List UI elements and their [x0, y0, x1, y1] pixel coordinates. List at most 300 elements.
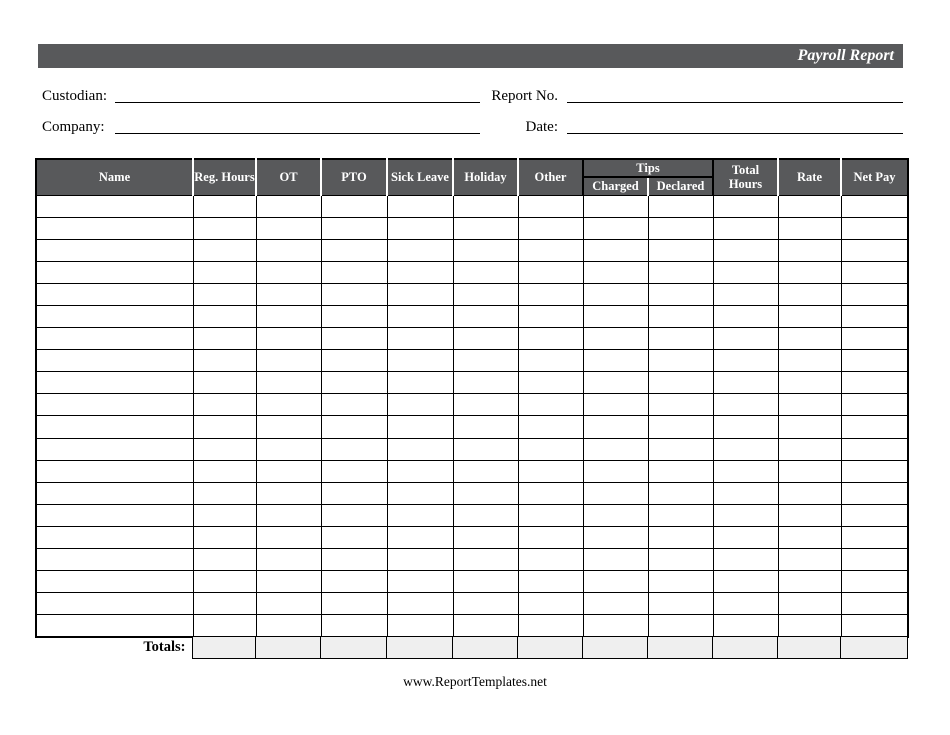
table-row: [36, 549, 908, 571]
table-cell[interactable]: [583, 504, 648, 526]
table-cell[interactable]: [648, 305, 713, 327]
table-row: [36, 482, 908, 504]
table-cell[interactable]: [583, 350, 648, 372]
table-cell[interactable]: [841, 460, 908, 482]
table-cell[interactable]: [583, 195, 648, 217]
table-cell[interactable]: [583, 416, 648, 438]
table-row: [36, 438, 908, 460]
table-cell[interactable]: [36, 283, 193, 305]
table-cell[interactable]: [841, 526, 908, 548]
table-cell[interactable]: [256, 460, 321, 482]
table-row: [36, 217, 908, 239]
table-cell[interactable]: [713, 571, 778, 593]
table-cell[interactable]: [321, 416, 387, 438]
table-cell[interactable]: [387, 615, 453, 637]
table-cell[interactable]: [36, 261, 193, 283]
table-cell[interactable]: [193, 416, 256, 438]
table-cell[interactable]: [36, 239, 193, 261]
table-cell[interactable]: [518, 526, 583, 548]
table-cell[interactable]: [256, 239, 321, 261]
table-cell[interactable]: [648, 350, 713, 372]
col-header-total-hours: Total Hours: [713, 159, 778, 195]
table-cell[interactable]: [453, 593, 518, 615]
table-cell[interactable]: [778, 394, 841, 416]
table-cell[interactable]: [193, 504, 256, 526]
table-cell[interactable]: [453, 195, 518, 217]
table-cell[interactable]: [841, 283, 908, 305]
table-cell[interactable]: [648, 571, 713, 593]
table-cell[interactable]: [648, 195, 713, 217]
table-cell[interactable]: [778, 283, 841, 305]
table-cell[interactable]: [453, 328, 518, 350]
table-cell[interactable]: [193, 571, 256, 593]
table-cell[interactable]: [36, 416, 193, 438]
table-cell[interactable]: [387, 504, 453, 526]
table-cell[interactable]: [583, 283, 648, 305]
table-cell[interactable]: [583, 261, 648, 283]
col-header-net-pay: Net Pay: [841, 159, 908, 195]
table-cell[interactable]: [321, 549, 387, 571]
table-cell[interactable]: [453, 460, 518, 482]
company-field[interactable]: [115, 118, 480, 134]
payroll-table-area: [35, 158, 907, 659]
table-cell[interactable]: [648, 615, 713, 637]
table-cell[interactable]: [518, 571, 583, 593]
table-cell[interactable]: [518, 482, 583, 504]
table-cell[interactable]: [518, 305, 583, 327]
table-cell[interactable]: [713, 549, 778, 571]
table-cell[interactable]: [256, 394, 321, 416]
table-cell[interactable]: [321, 615, 387, 637]
table-cell[interactable]: [713, 283, 778, 305]
table-cell[interactable]: [36, 615, 193, 637]
table-cell[interactable]: [193, 438, 256, 460]
table-cell[interactable]: [36, 504, 193, 526]
table-cell[interactable]: [36, 372, 193, 394]
col-header-holiday: Holiday: [453, 159, 518, 195]
table-cell[interactable]: [193, 593, 256, 615]
table-cell[interactable]: [841, 261, 908, 283]
company-label: Company:: [42, 119, 105, 135]
totals-cell[interactable]: [840, 636, 907, 658]
payroll-table: [35, 158, 909, 638]
table-cell[interactable]: [583, 526, 648, 548]
table-cell[interactable]: [453, 372, 518, 394]
col-header-tips-charged: Charged: [583, 177, 648, 195]
table-cell[interactable]: [583, 305, 648, 327]
table-cell[interactable]: [713, 217, 778, 239]
table-cell[interactable]: [387, 460, 453, 482]
totals-cell[interactable]: [647, 636, 712, 658]
date-field[interactable]: [567, 118, 903, 134]
table-cell[interactable]: [387, 217, 453, 239]
custodian-field[interactable]: [115, 87, 480, 103]
table-cell[interactable]: [713, 394, 778, 416]
table-cell[interactable]: [387, 195, 453, 217]
table-cell[interactable]: [321, 328, 387, 350]
table-cell[interactable]: [648, 261, 713, 283]
table-cell[interactable]: [256, 571, 321, 593]
table-cell[interactable]: [841, 438, 908, 460]
table-cell[interactable]: [583, 438, 648, 460]
table-row: [36, 593, 908, 615]
table-cell[interactable]: [778, 350, 841, 372]
table-cell[interactable]: [778, 526, 841, 548]
table-cell[interactable]: [713, 504, 778, 526]
totals-cell[interactable]: [192, 636, 255, 658]
table-cell[interactable]: [778, 195, 841, 217]
table-cell[interactable]: [453, 283, 518, 305]
table-cell[interactable]: [387, 328, 453, 350]
table-cell[interactable]: [518, 394, 583, 416]
table-cell[interactable]: [321, 372, 387, 394]
totals-cell[interactable]: [712, 636, 777, 658]
table-cell[interactable]: [256, 526, 321, 548]
table-cell[interactable]: [648, 504, 713, 526]
table-cell[interactable]: [518, 283, 583, 305]
table-cell[interactable]: [841, 615, 908, 637]
table-cell[interactable]: [193, 482, 256, 504]
col-header-name: Name: [36, 159, 193, 195]
table-cell[interactable]: [453, 305, 518, 327]
table-cell[interactable]: [841, 593, 908, 615]
table-cell[interactable]: [453, 394, 518, 416]
table-cell[interactable]: [648, 526, 713, 548]
table-cell[interactable]: [518, 504, 583, 526]
table-cell[interactable]: [256, 261, 321, 283]
table-cell[interactable]: [256, 593, 321, 615]
table-cell[interactable]: [453, 549, 518, 571]
table-cell[interactable]: [453, 526, 518, 548]
table-row: [36, 239, 908, 261]
table-cell[interactable]: [518, 328, 583, 350]
table-cell[interactable]: [518, 549, 583, 571]
table-cell[interactable]: [453, 615, 518, 637]
table-cell[interactable]: [321, 460, 387, 482]
table-cell[interactable]: [713, 372, 778, 394]
totals-cell[interactable]: [255, 636, 320, 658]
table-cell[interactable]: [321, 482, 387, 504]
table-cell[interactable]: [648, 372, 713, 394]
table-cell[interactable]: [841, 195, 908, 217]
table-cell[interactable]: [321, 438, 387, 460]
table-cell[interactable]: [778, 217, 841, 239]
table-cell[interactable]: [321, 261, 387, 283]
table-cell[interactable]: [321, 217, 387, 239]
title-banner: [38, 44, 903, 68]
table-cell[interactable]: [713, 239, 778, 261]
col-header-reg-hours: Reg. Hours: [193, 159, 256, 195]
table-cell[interactable]: [387, 593, 453, 615]
table-row: [36, 571, 908, 593]
table-cell[interactable]: [583, 217, 648, 239]
table-cell[interactable]: [713, 438, 778, 460]
table-cell[interactable]: [518, 350, 583, 372]
table-row: [36, 328, 908, 350]
table-row: [36, 261, 908, 283]
table-cell[interactable]: [713, 593, 778, 615]
table-cell[interactable]: [387, 239, 453, 261]
totals-cell[interactable]: [517, 636, 582, 658]
table-cell[interactable]: [583, 239, 648, 261]
table-cell[interactable]: [583, 394, 648, 416]
table-cell[interactable]: [321, 526, 387, 548]
table-row: [36, 195, 908, 217]
table-cell[interactable]: [256, 305, 321, 327]
table-cell[interactable]: [713, 328, 778, 350]
table-cell[interactable]: [583, 460, 648, 482]
table-cell[interactable]: [778, 460, 841, 482]
table-cell[interactable]: [778, 239, 841, 261]
table-cell[interactable]: [321, 593, 387, 615]
table-row: [36, 416, 908, 438]
table-cell[interactable]: [648, 394, 713, 416]
totals-label: Totals:: [143, 638, 186, 655]
table-cell[interactable]: [36, 571, 193, 593]
table-cell[interactable]: [193, 283, 256, 305]
report-no-field[interactable]: [567, 87, 903, 103]
table-cell[interactable]: [387, 372, 453, 394]
table-cell[interactable]: [193, 239, 256, 261]
table-cell[interactable]: [713, 195, 778, 217]
table-cell[interactable]: [713, 350, 778, 372]
table-row: [36, 283, 908, 305]
table-cell[interactable]: [387, 482, 453, 504]
table-cell[interactable]: [518, 372, 583, 394]
table-cell[interactable]: [713, 526, 778, 548]
table-cell[interactable]: [36, 438, 193, 460]
table-cell[interactable]: [778, 593, 841, 615]
table-cell[interactable]: [518, 593, 583, 615]
table-cell[interactable]: [841, 372, 908, 394]
col-header-tips-group: Tips: [583, 159, 713, 177]
col-header-other: Other: [518, 159, 583, 195]
report-no-label: Report No.: [491, 88, 558, 104]
col-header-pto: PTO: [321, 159, 387, 195]
table-row: [36, 394, 908, 416]
table-cell[interactable]: [193, 394, 256, 416]
footer-url: www.ReportTemplates.net: [403, 674, 547, 689]
table-cell[interactable]: [321, 283, 387, 305]
table-row: [36, 504, 908, 526]
table-cell[interactable]: [193, 549, 256, 571]
table-cell[interactable]: [453, 438, 518, 460]
table-cell[interactable]: [193, 460, 256, 482]
table-cell[interactable]: [648, 416, 713, 438]
table-cell[interactable]: [36, 305, 193, 327]
table-cell[interactable]: [841, 504, 908, 526]
table-cell[interactable]: [841, 416, 908, 438]
table-cell[interactable]: [193, 350, 256, 372]
table-cell[interactable]: [387, 283, 453, 305]
table-cell[interactable]: [778, 438, 841, 460]
table-cell[interactable]: [36, 350, 193, 372]
table-cell[interactable]: [256, 372, 321, 394]
totals-cell[interactable]: [386, 636, 452, 658]
table-cell[interactable]: [841, 571, 908, 593]
table-cell[interactable]: [713, 615, 778, 637]
table-cell[interactable]: [36, 526, 193, 548]
table-cell[interactable]: [387, 526, 453, 548]
custodian-label: Custodian:: [42, 88, 108, 104]
totals-row: [35, 636, 907, 658]
table-cell[interactable]: [713, 460, 778, 482]
col-header-ot: OT: [256, 159, 321, 195]
table-cell[interactable]: [713, 261, 778, 283]
table-cell[interactable]: [387, 549, 453, 571]
table-cell[interactable]: [453, 217, 518, 239]
table-body: [36, 195, 908, 637]
table-cell[interactable]: [193, 195, 256, 217]
table-cell[interactable]: [518, 438, 583, 460]
table-cell[interactable]: [841, 239, 908, 261]
col-header-rate: Rate: [778, 159, 841, 195]
table-cell[interactable]: [321, 571, 387, 593]
table-cell[interactable]: [321, 504, 387, 526]
table-cell[interactable]: [583, 328, 648, 350]
table-header: [36, 159, 908, 195]
table-cell[interactable]: [648, 438, 713, 460]
table-cell[interactable]: [713, 416, 778, 438]
col-header-sick-leave: Sick Leave: [387, 159, 453, 195]
table-cell[interactable]: [193, 615, 256, 637]
table-cell[interactable]: [778, 615, 841, 637]
table-cell[interactable]: [387, 305, 453, 327]
table-cell[interactable]: [648, 283, 713, 305]
table-cell[interactable]: [518, 615, 583, 637]
table-cell[interactable]: [648, 549, 713, 571]
table-cell[interactable]: [583, 615, 648, 637]
totals-row-table: [35, 636, 908, 659]
table-cell[interactable]: [256, 195, 321, 217]
table-cell[interactable]: [648, 482, 713, 504]
table-cell[interactable]: [387, 394, 453, 416]
table-cell[interactable]: [453, 482, 518, 504]
table-cell[interactable]: [778, 261, 841, 283]
table-cell[interactable]: [778, 549, 841, 571]
table-cell[interactable]: [193, 217, 256, 239]
table-cell[interactable]: [387, 438, 453, 460]
table-cell[interactable]: [841, 482, 908, 504]
table-cell[interactable]: [256, 482, 321, 504]
table-cell[interactable]: [36, 460, 193, 482]
table-cell[interactable]: [387, 416, 453, 438]
totals-cell[interactable]: [777, 636, 840, 658]
table-cell[interactable]: [193, 372, 256, 394]
table-cell[interactable]: [256, 438, 321, 460]
table-cell[interactable]: [453, 416, 518, 438]
totals-cell[interactable]: [582, 636, 647, 658]
table-cell[interactable]: [36, 482, 193, 504]
table-cell[interactable]: [193, 261, 256, 283]
table-cell[interactable]: [321, 350, 387, 372]
table-cell[interactable]: [321, 305, 387, 327]
table-row: [36, 305, 908, 327]
table-cell[interactable]: [321, 195, 387, 217]
table-row: [36, 350, 908, 372]
table-cell[interactable]: [778, 416, 841, 438]
table-cell[interactable]: [453, 239, 518, 261]
table-cell[interactable]: [518, 217, 583, 239]
table-cell[interactable]: [256, 328, 321, 350]
table-cell[interactable]: [256, 350, 321, 372]
table-cell[interactable]: [713, 482, 778, 504]
table-cell[interactable]: [36, 195, 193, 217]
table-cell[interactable]: [387, 350, 453, 372]
table-cell[interactable]: [778, 482, 841, 504]
table-cell[interactable]: [321, 394, 387, 416]
table-cell[interactable]: [36, 217, 193, 239]
table-cell[interactable]: [256, 217, 321, 239]
table-cell[interactable]: [36, 328, 193, 350]
table-row: [36, 460, 908, 482]
table-cell[interactable]: [648, 460, 713, 482]
table-cell[interactable]: [778, 504, 841, 526]
table-cell[interactable]: [841, 328, 908, 350]
table-cell[interactable]: [193, 305, 256, 327]
table-cell[interactable]: [583, 593, 648, 615]
table-cell[interactable]: [387, 571, 453, 593]
table-cell[interactable]: [648, 239, 713, 261]
table-cell[interactable]: [387, 261, 453, 283]
table-cell[interactable]: [778, 328, 841, 350]
table-cell[interactable]: [36, 549, 193, 571]
totals-cell[interactable]: [452, 636, 517, 658]
table-cell[interactable]: [518, 195, 583, 217]
col-header-tips-declared: Declared: [648, 177, 713, 195]
table-cell[interactable]: [518, 416, 583, 438]
table-cell[interactable]: [193, 526, 256, 548]
table-cell[interactable]: [841, 549, 908, 571]
table-cell[interactable]: [778, 372, 841, 394]
table-cell[interactable]: [36, 394, 193, 416]
table-cell[interactable]: [841, 217, 908, 239]
table-cell[interactable]: [841, 350, 908, 372]
table-cell[interactable]: [256, 283, 321, 305]
table-cell[interactable]: [583, 549, 648, 571]
table-cell[interactable]: [321, 239, 387, 261]
table-cell[interactable]: [778, 571, 841, 593]
table-cell[interactable]: [648, 593, 713, 615]
totals-cell[interactable]: [320, 636, 386, 658]
table-cell[interactable]: [713, 305, 778, 327]
table-cell[interactable]: [256, 615, 321, 637]
table-cell[interactable]: [453, 571, 518, 593]
table-row: [36, 372, 908, 394]
table-cell[interactable]: [583, 571, 648, 593]
table-cell[interactable]: [256, 504, 321, 526]
table-cell[interactable]: [453, 504, 518, 526]
table-cell[interactable]: [583, 482, 648, 504]
table-cell[interactable]: [256, 416, 321, 438]
table-cell[interactable]: [583, 372, 648, 394]
table-cell[interactable]: [518, 239, 583, 261]
table-cell[interactable]: [648, 217, 713, 239]
page-title: Payroll Report: [797, 47, 894, 64]
table-cell[interactable]: [36, 593, 193, 615]
table-cell[interactable]: [648, 328, 713, 350]
table-cell[interactable]: [778, 305, 841, 327]
table-cell[interactable]: [518, 261, 583, 283]
table-cell[interactable]: [453, 350, 518, 372]
table-cell[interactable]: [453, 261, 518, 283]
table-cell[interactable]: [518, 460, 583, 482]
table-cell[interactable]: [841, 305, 908, 327]
table-cell[interactable]: [841, 394, 908, 416]
table-cell[interactable]: [193, 328, 256, 350]
table-cell[interactable]: [256, 549, 321, 571]
date-label: Date:: [525, 119, 558, 135]
